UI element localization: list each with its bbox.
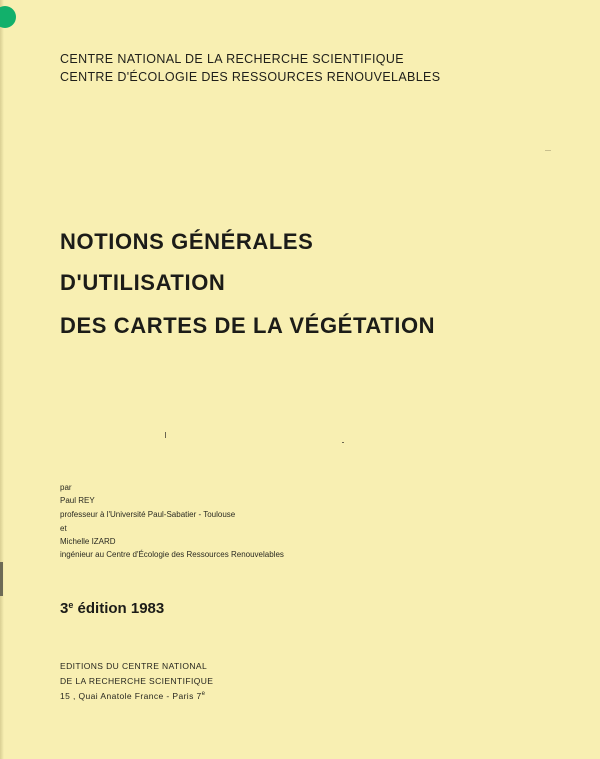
binding-mark xyxy=(0,562,3,596)
by-label: par xyxy=(60,483,72,492)
paper-speck xyxy=(165,432,166,438)
title-line-1: NOTIONS GÉNÉRALES xyxy=(60,229,314,254)
institution-line-2: CENTRE D'ÉCOLOGIE DES RESSOURCES RENOUVELABLES xyxy=(60,70,441,84)
and-label: et xyxy=(60,524,67,533)
publisher-line-1: EDITIONS DU CENTRE NATIONAL xyxy=(60,661,208,671)
institution-line-1: CENTRE NATIONAL DE LA RECHERCHE SCIENTIFIQUE xyxy=(60,52,404,66)
author-1-role: professeur à l'Université Paul-Sabatier - Toulouse xyxy=(60,510,236,519)
green-marker-dot xyxy=(0,6,16,28)
paper-speck xyxy=(342,442,344,443)
paper-speck xyxy=(545,150,551,151)
edition-text: édition 1983 xyxy=(73,600,165,617)
publisher-line-2: DE LA RECHERCHE SCIENTIFIQUE xyxy=(60,676,214,686)
edition-superscript: e xyxy=(68,600,74,610)
publisher-address xyxy=(60,691,205,701)
page-edge-shadow xyxy=(0,0,4,759)
author-2-name: Michelle IZARD xyxy=(60,537,116,546)
title-line-2: D'UTILISATION xyxy=(60,270,226,295)
publisher-address-text: 15 , Quai Anatole France - Paris 7 xyxy=(60,691,202,701)
title-line-3: DES CARTES DE LA VÉGÉTATION xyxy=(60,313,436,338)
author-1-name: Paul REY xyxy=(60,496,95,505)
edition-info xyxy=(60,600,164,617)
publisher-address-superscript: e xyxy=(201,691,206,697)
edition-number: 3 xyxy=(60,600,69,617)
author-2-role: ingénieur au Centre d'Écologie des Ressources Renouvelables xyxy=(60,550,284,559)
